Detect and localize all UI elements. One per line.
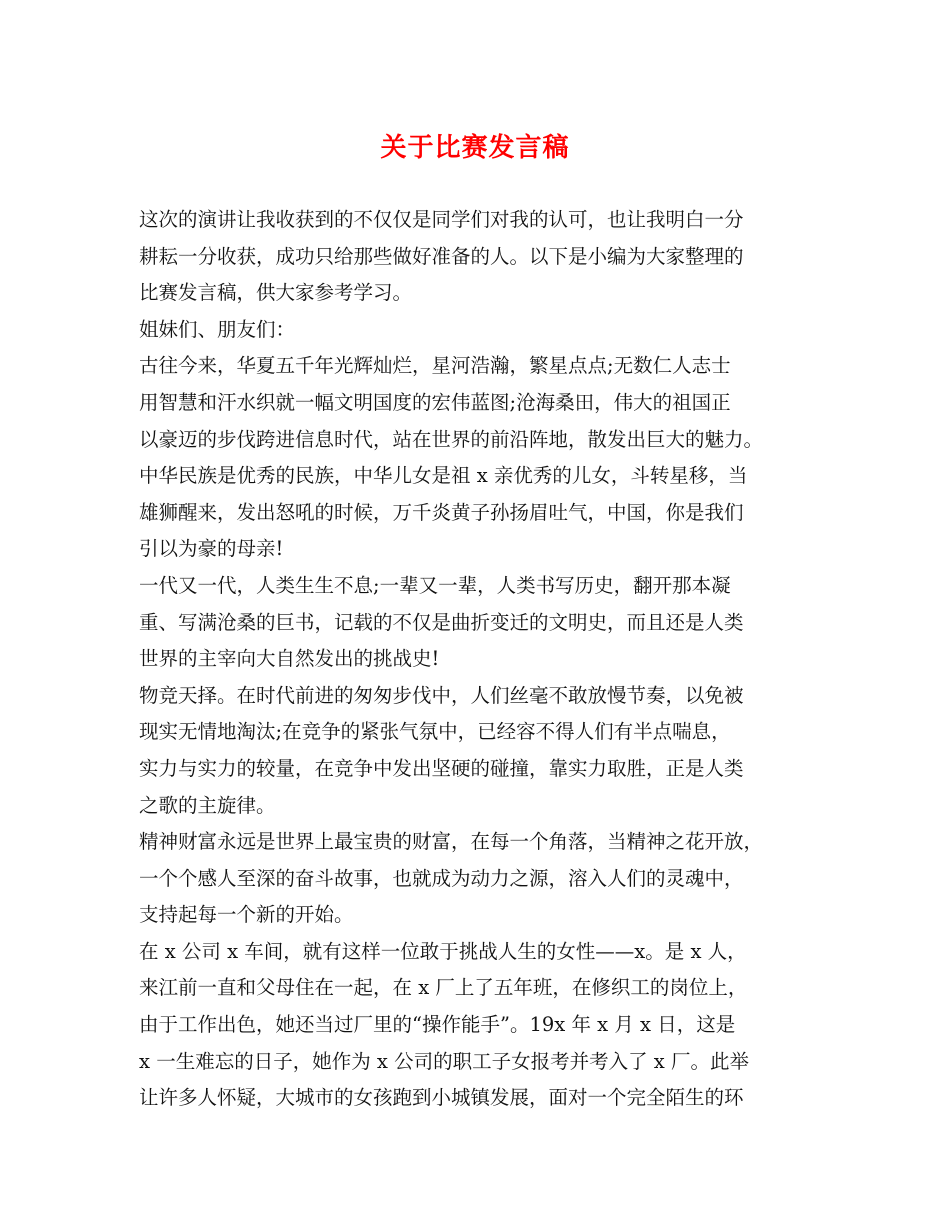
text-line: 中华民族是优秀的民族，中华儿女是祖 x 亲优秀的儿女，斗转星移，当 (139, 464, 748, 488)
text-line: x 一生难忘的日子，她作为 x 公司的职工子女报考并考入了 x 厂。此举 (139, 1049, 749, 1073)
text-line: 一个个感人至深的奋斗故事，也就成为动力之源，溶入人们的灵魂中， (139, 866, 744, 890)
text-line: 古往今来，华夏五千年光辉灿烂，星河浩瀚，繁星点点;无数仁人志士 (139, 354, 731, 378)
text-line: 由于工作出色，她还当过厂里的“操作能手”。19x 年 x 月 x 日，这是 (139, 1013, 736, 1037)
text-line: 以豪迈的步伐跨进信息时代，站在世界的前沿阵地，散发出巨大的魅力。 (139, 427, 764, 451)
text-line: 雄狮醒来，发出怒吼的时候，万千炎黄子孙扬眉吐气，中国，你是我们 (139, 500, 744, 524)
text-line: 现实无情地淘汰;在竞争的紧张气氛中，已经容不得人们有半点喘息， (139, 720, 731, 744)
text-line: 重、写满沧桑的巨书，记载的不仅是曲折变迁的文明史，而且还是人类 (139, 610, 744, 634)
document-body (139, 202, 829, 1117)
text-line: 让许多人怀疑，大城市的女孩跑到小城镇发展，面对一个完全陌生的环 (139, 1086, 744, 1110)
text-line: 这次的演讲让我收获到的不仅仅是同学们对我的认可，也让我明白一分 (139, 208, 744, 231)
text-line: 来江前一直和父母住在一起，在 x 厂上了五年班，在修织工的岗位上， (139, 976, 748, 1000)
text-line: 引以为豪的母亲! (139, 537, 284, 561)
text-line: 耕耘一分收获，成功只给那些做好准备的人。以下是小编为大家整理的 (139, 244, 744, 268)
text-line: 精神财富永远是世界上最宝贵的财富，在每一个角落，当精神之花开放， (139, 830, 764, 854)
text-line: 支持起每一个新的开始。 (139, 903, 354, 927)
text-line: 之歌的主旋律。 (139, 793, 276, 817)
document-title: 关于比赛发言稿 (380, 133, 570, 163)
text-line: 实力与实力的较量，在竞争中发出坚硬的碰撞，靠实力取胜，正是人类 (139, 756, 744, 780)
text-line: 物竞天择。在时代前进的匆匆步伐中，人们丝毫不敢放慢节奏，以免被 (139, 683, 744, 707)
text-line: 世界的主宰向大自然发出的挑战史! (139, 647, 440, 671)
text-line: 比赛发言稿，供大家参考学习。 (139, 281, 413, 305)
text-line: 用智慧和汗水织就一幅文明国度的宏伟蓝图;沧海桑田，伟大的祖国正 (139, 390, 731, 414)
text-line: 姐妹们、朋友们： (139, 317, 296, 341)
text-line: 在 x 公司 x 车间，就有这样一位敢于挑战人生的女性——x。是 x 人， (139, 939, 747, 963)
text-line: 一代又一代，人类生生不息;一辈又一辈，人类书写历史，翻开那本凝 (139, 573, 731, 597)
